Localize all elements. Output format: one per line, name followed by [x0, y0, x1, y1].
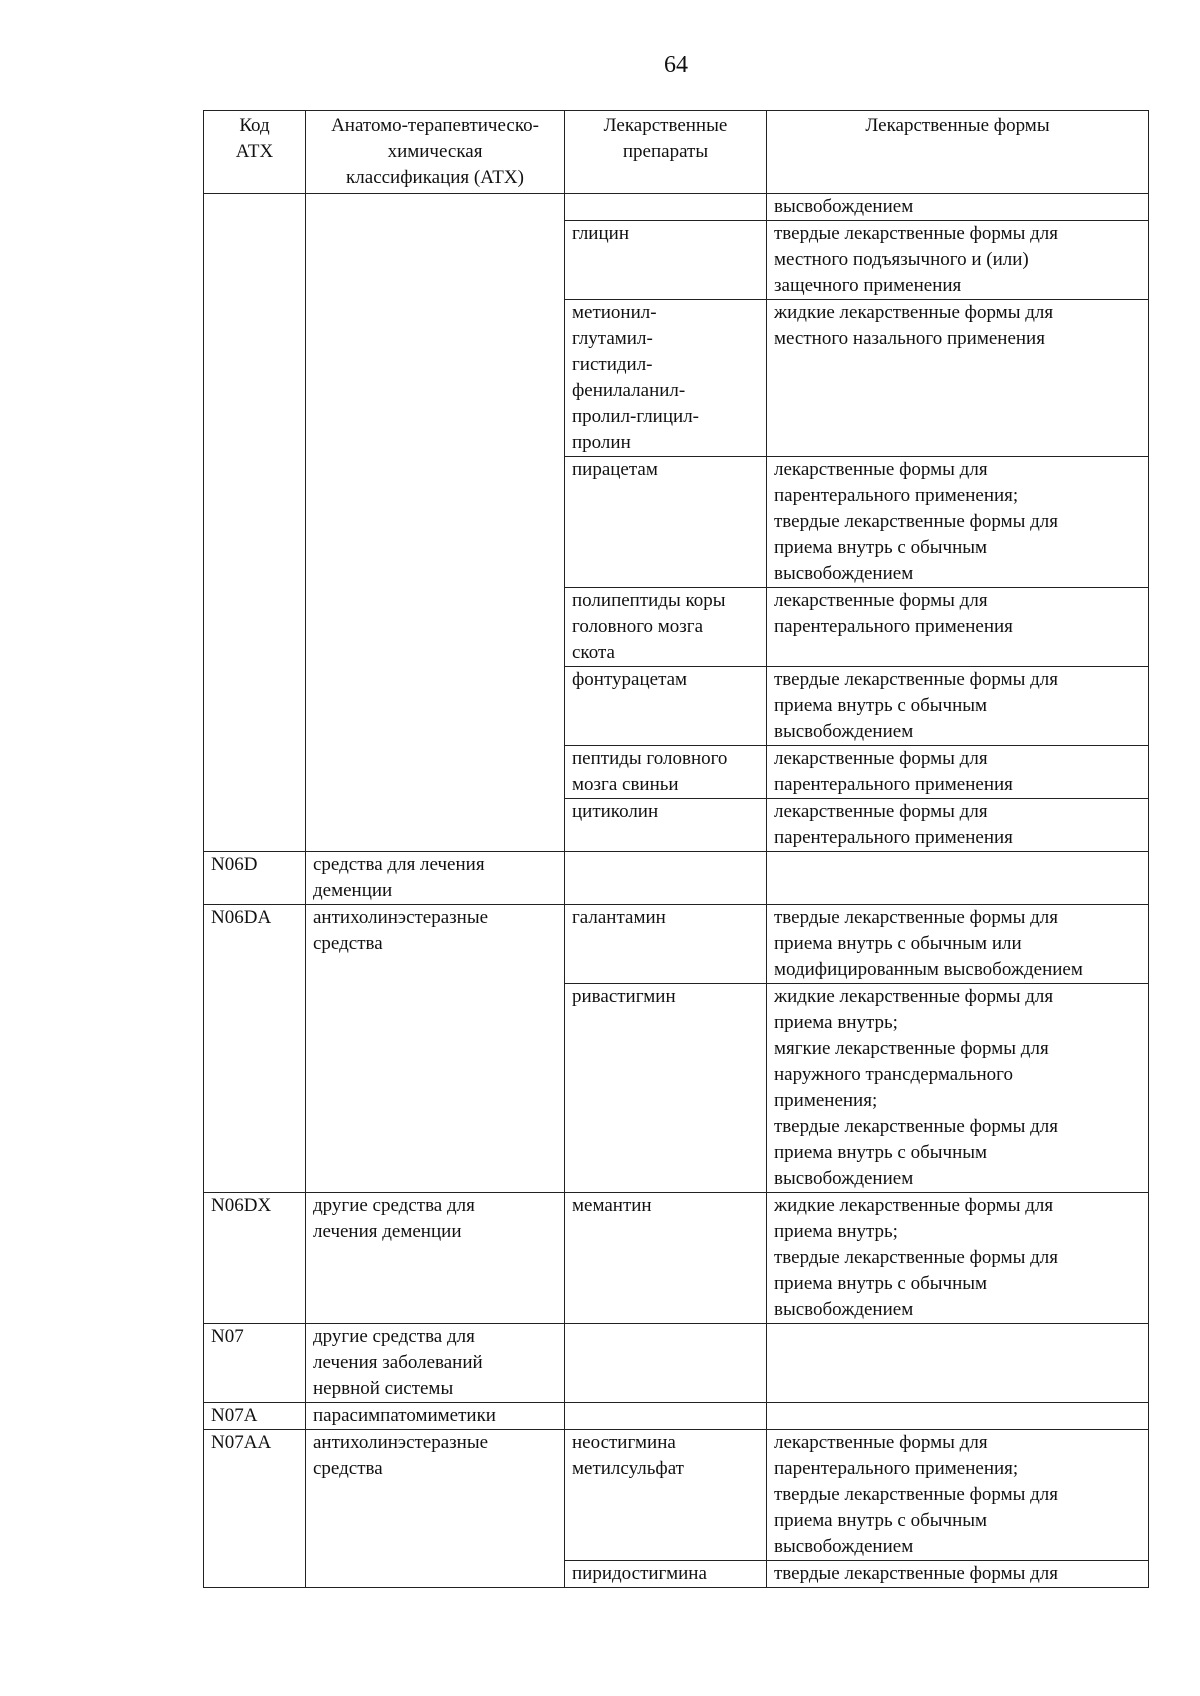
atx-classification-cell — [306, 905, 565, 1193]
drug-name-line: метилсульфат — [572, 1458, 684, 1479]
drug-name-line: мозга свиньи — [572, 774, 679, 795]
dosage-forms-cell — [767, 1430, 1149, 1561]
drug-name-line: цитиколин — [572, 801, 659, 822]
classification-line: средства для лечения — [313, 854, 485, 875]
dosage-form-line: местного назального применения — [774, 328, 1045, 349]
table-row — [204, 905, 1149, 984]
dosage-form-line: твердые лекарственные формы для — [774, 1563, 1059, 1584]
header-drugs — [565, 111, 767, 194]
dosage-form-line: твердые лекарственные формы для — [774, 1247, 1059, 1268]
drug-name-line: пиридостигмина — [572, 1563, 707, 1584]
drug-name-cell — [565, 588, 767, 667]
drug-name-line: пролин — [572, 432, 631, 453]
table-row — [204, 1193, 1149, 1324]
dosage-forms-cell — [767, 984, 1149, 1193]
header-classification — [306, 111, 565, 194]
dosage-form-line: жидкие лекарственные формы для — [774, 986, 1054, 1007]
dosage-forms-cell — [767, 852, 1149, 905]
classification-line: средства — [313, 933, 383, 954]
atx-code-cell — [204, 194, 306, 852]
table-row — [204, 1430, 1149, 1561]
dosage-form-line: жидкие лекарственные формы для — [774, 302, 1054, 323]
dosage-form-line: высвобождением — [774, 721, 914, 742]
classification-line: другие средства для — [313, 1195, 475, 1216]
dosage-form-line: парентерального применения; — [774, 1458, 1019, 1479]
atx-code-cell: N06DX — [204, 1193, 306, 1324]
dosage-form-line: модифицированным высвобождением — [774, 959, 1083, 980]
dosage-form-line: жидкие лекарственные формы для — [774, 1195, 1054, 1216]
dosage-form-line: наружного трансдермального — [774, 1064, 1013, 1085]
page-number: 64 — [664, 52, 688, 78]
classification-line: лечения заболеваний — [313, 1352, 483, 1373]
drug-name-cell — [565, 1193, 767, 1324]
atx-classification-cell — [306, 1324, 565, 1403]
dosage-form-line: местного подъязычного и (или) — [774, 249, 1029, 270]
table-row — [204, 852, 1149, 905]
dosage-form-line: приема внутрь с обычным — [774, 1142, 988, 1163]
dosage-form-line: приема внутрь; — [774, 1221, 898, 1242]
drug-name-line: глицин — [572, 223, 629, 244]
drug-name-cell — [565, 799, 767, 852]
drug-name-cell — [565, 1403, 767, 1430]
dosage-form-line: парентерального применения — [774, 616, 1013, 637]
dosage-form-line: приема внутрь с обычным или — [774, 933, 1022, 954]
drug-name-line: мемантин — [572, 1195, 652, 1216]
drug-name-line: фенилаланил- — [572, 380, 686, 401]
drug-name-line: ривастигмин — [572, 986, 676, 1007]
dosage-form-line: приема внутрь с обычным — [774, 537, 988, 558]
drug-name-cell — [565, 194, 767, 221]
drug-name-line: полипептиды коры — [572, 590, 726, 611]
drug-name-line: метионил- — [572, 302, 657, 323]
table-row — [204, 1403, 1149, 1430]
header-forms — [767, 111, 1149, 194]
dosage-forms-cell — [767, 1193, 1149, 1324]
classification-line: деменции — [313, 880, 393, 901]
table-row — [204, 194, 1149, 221]
dosage-forms-cell — [767, 1324, 1149, 1403]
dosage-form-line: парентерального применения — [774, 774, 1013, 795]
header-line: АТХ — [235, 141, 274, 162]
dosage-form-line: лекарственные формы для — [774, 1432, 988, 1453]
dosage-form-line: высвобождением — [774, 196, 914, 217]
dosage-form-line: твердые лекарственные формы для — [774, 907, 1059, 928]
header-code — [204, 111, 306, 194]
drug-name-line: пептиды головного — [572, 748, 728, 769]
header-line: химическая — [387, 141, 483, 162]
dosage-forms-cell — [767, 194, 1149, 221]
classification-line: средства — [313, 1458, 383, 1479]
dosage-form-line: твердые лекарственные формы для — [774, 511, 1059, 532]
dosage-form-line: защечного применения — [774, 275, 962, 296]
header-line: Анатомо-терапевтическо- — [331, 115, 539, 136]
dosage-form-line: высвобождением — [774, 1299, 914, 1320]
atx-code-cell: N07AA — [204, 1430, 306, 1588]
dosage-form-line: приема внутрь с обычным — [774, 695, 988, 716]
dosage-forms-cell — [767, 799, 1149, 852]
atx-classification-cell — [306, 1193, 565, 1324]
dosage-form-line: приема внутрь с обычным — [774, 1510, 988, 1531]
dosage-forms-cell — [767, 905, 1149, 984]
drug-name-line: галантамин — [572, 907, 666, 928]
dosage-forms-cell — [767, 221, 1149, 300]
atx-code-cell: N07 — [204, 1324, 306, 1403]
drug-name-line: скота — [572, 642, 615, 663]
drug-name-line: пролил-глицил- — [572, 406, 699, 427]
dosage-forms-cell — [767, 667, 1149, 746]
atx-code-cell: N06DA — [204, 905, 306, 1193]
drug-name-cell — [565, 984, 767, 1193]
dosage-form-line: мягкие лекарственные формы для — [774, 1038, 1049, 1059]
classification-line: антихолинэстеразные — [313, 907, 489, 928]
drug-name-line: фонтурацетам — [572, 669, 688, 690]
table-row — [204, 1324, 1149, 1403]
dosage-form-line: лекарственные формы для — [774, 459, 988, 480]
drug-name-line: глутамил- — [572, 328, 653, 349]
dosage-form-line: парентерального применения — [774, 827, 1013, 848]
dosage-form-line: приема внутрь с обычным — [774, 1273, 988, 1294]
drug-name-cell — [565, 1430, 767, 1561]
classification-line: антихолинэстеразные — [313, 1432, 489, 1453]
atx-classification-cell — [306, 852, 565, 905]
dosage-form-line: лекарственные формы для — [774, 590, 988, 611]
atx-table-body — [204, 194, 1149, 1588]
drug-name-line: гистидил- — [572, 354, 653, 375]
atx-classification-cell — [306, 194, 565, 852]
dosage-form-line: применения; — [774, 1090, 878, 1111]
dosage-form-line: высвобождением — [774, 1168, 914, 1189]
dosage-form-line: парентерального применения; — [774, 485, 1019, 506]
atx-table — [203, 110, 1149, 1588]
dosage-form-line: высвобождением — [774, 1536, 914, 1557]
header-line: классификация (АТХ) — [346, 167, 524, 188]
drug-name-cell — [565, 746, 767, 799]
dosage-forms-cell — [767, 1403, 1149, 1430]
dosage-forms-cell — [767, 457, 1149, 588]
atx-code-cell: N07A — [204, 1403, 306, 1430]
drug-name-cell — [565, 905, 767, 984]
dosage-form-line: твердые лекарственные формы для — [774, 1484, 1059, 1505]
atx-classification-cell — [306, 1403, 565, 1430]
dosage-form-line: высвобождением — [774, 563, 914, 584]
dosage-form-line: твердые лекарственные формы для — [774, 669, 1059, 690]
drug-name-cell — [565, 457, 767, 588]
header-line: препараты — [622, 141, 709, 162]
table-header-row — [204, 111, 1149, 194]
drug-name-cell — [565, 667, 767, 746]
classification-line: другие средства для — [313, 1326, 475, 1347]
atx-classification-cell — [306, 1430, 565, 1588]
dosage-form-line: лекарственные формы для — [774, 748, 988, 769]
header-line: Лекарственные формы — [865, 115, 1050, 136]
header-line: Лекарственные — [603, 115, 728, 136]
drug-name-line: пирацетам — [572, 459, 658, 480]
drug-name-cell — [565, 221, 767, 300]
classification-line: нервной системы — [313, 1378, 454, 1399]
dosage-form-line: твердые лекарственные формы для — [774, 223, 1059, 244]
atx-code-cell: N06D — [204, 852, 306, 905]
drug-name-line: неостигмина — [572, 1432, 676, 1453]
dosage-form-line: лекарственные формы для — [774, 801, 988, 822]
dosage-forms-cell — [767, 300, 1149, 457]
drug-name-cell — [565, 300, 767, 457]
classification-line: лечения деменции — [313, 1221, 462, 1242]
dosage-forms-cell — [767, 1561, 1149, 1588]
header-line: Код — [239, 115, 270, 136]
dosage-form-line: приема внутрь; — [774, 1012, 898, 1033]
drug-name-cell — [565, 1561, 767, 1588]
dosage-forms-cell — [767, 588, 1149, 667]
drug-name-cell — [565, 852, 767, 905]
dosage-forms-cell — [767, 746, 1149, 799]
dosage-form-line: твердые лекарственные формы для — [774, 1116, 1059, 1137]
drug-name-cell — [565, 1324, 767, 1403]
drug-name-line: головного мозга — [572, 616, 704, 637]
classification-line: парасимпатомиметики — [313, 1405, 496, 1426]
